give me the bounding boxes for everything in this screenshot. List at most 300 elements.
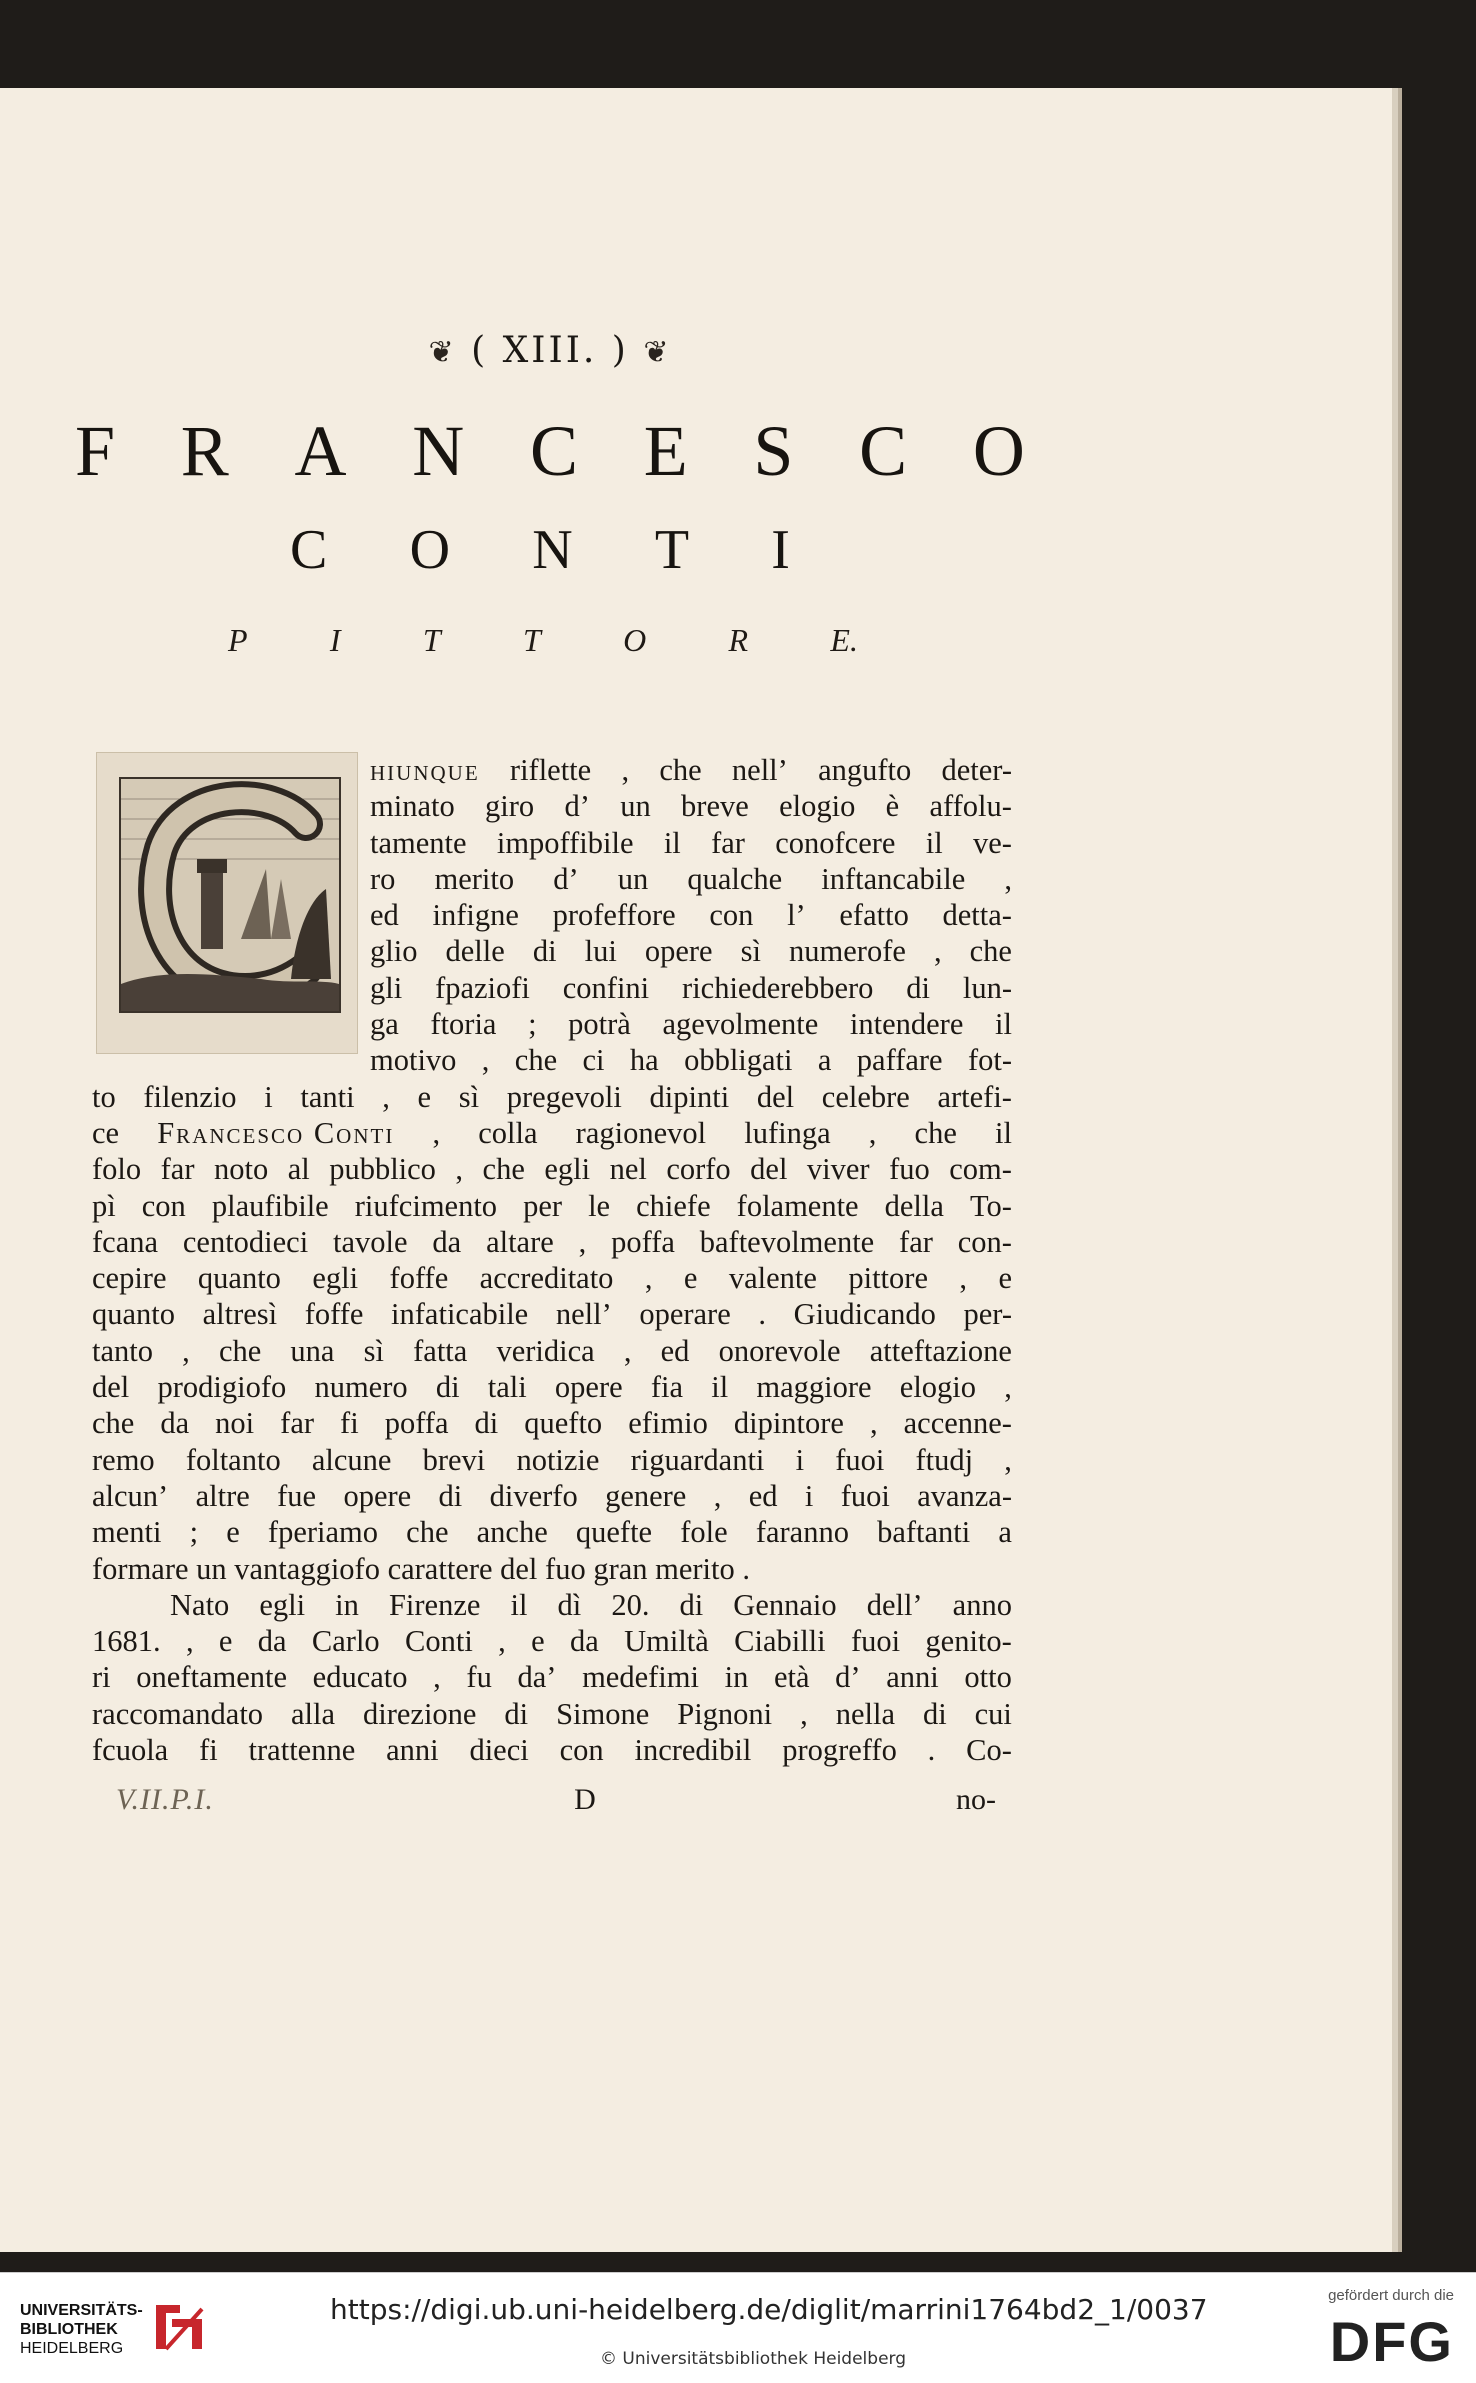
word: inftancabile — [821, 861, 966, 896]
word: un — [620, 789, 651, 824]
title-letter: C — [529, 411, 578, 491]
text-line — [92, 1369, 1012, 1405]
word: fi — [199, 1733, 218, 1768]
word: lun- — [962, 970, 1012, 1005]
word: età — [773, 1660, 810, 1695]
word: infaticabile — [391, 1297, 529, 1332]
title-letter: N — [532, 519, 573, 581]
word: 20. — [611, 1587, 650, 1622]
viewer-footer-bar — [0, 2272, 1476, 2383]
word: breve — [681, 789, 749, 824]
word: e — [417, 1079, 432, 1114]
word: accreditato — [479, 1261, 614, 1296]
word: obbligati — [684, 1043, 793, 1078]
library-logo-icon[interactable] — [152, 2299, 206, 2355]
word: le — [588, 1188, 611, 1223]
word: nell’ — [555, 1297, 612, 1332]
word: far — [160, 1152, 195, 1187]
word: ftoria — [430, 1007, 497, 1042]
word: numerofe — [789, 934, 906, 969]
word: notizie — [516, 1442, 600, 1477]
word: fi — [340, 1406, 359, 1441]
text-line — [370, 752, 1012, 788]
text-line — [92, 1079, 1012, 1115]
word: egli — [259, 1587, 306, 1622]
word: cui — [974, 1696, 1012, 1731]
word: anni — [386, 1733, 439, 1768]
word: Nato — [170, 1587, 230, 1622]
word: atteftazione — [869, 1333, 1012, 1368]
word: riflette — [509, 753, 592, 787]
word: detta- — [942, 898, 1012, 933]
word: raccomandato — [92, 1696, 264, 1731]
word: chiefe — [636, 1188, 711, 1223]
word: otto — [964, 1660, 1012, 1695]
word: To- — [969, 1188, 1012, 1223]
word: poffa — [611, 1224, 675, 1259]
word: delle — [445, 934, 505, 969]
text-line — [370, 1042, 1012, 1078]
word: ; — [189, 1515, 199, 1550]
word: merito — [434, 861, 515, 896]
word: centodieci — [182, 1224, 309, 1259]
text-line: formare un vantaggiofo carattere del fuo gran merito . — [92, 1551, 750, 1586]
word: elogio — [899, 1370, 977, 1405]
word: che — [659, 753, 702, 787]
word: di — [438, 1478, 463, 1513]
word: fpaziofi — [435, 970, 530, 1005]
word: direzione — [362, 1696, 477, 1731]
word: foffe — [389, 1261, 449, 1296]
word: incredibil — [634, 1733, 752, 1768]
word: . — [758, 1297, 766, 1332]
text-line — [370, 970, 1012, 1006]
word: , — [959, 1261, 968, 1296]
dfg-logo[interactable]: DFG — [1329, 2310, 1454, 2373]
word: far — [280, 1406, 315, 1441]
word: altresì — [202, 1297, 278, 1332]
word: dipinti — [649, 1079, 730, 1114]
page-header — [0, 330, 1100, 371]
signature-letter: D — [574, 1783, 596, 1816]
copyright-notice: © Universitätsbibliothek Heidelberg — [600, 2349, 907, 2369]
word: 1681. — [92, 1624, 161, 1659]
word: è — [885, 789, 900, 824]
word: che — [914, 1115, 957, 1150]
word: riufcimento — [354, 1188, 498, 1223]
word: del — [750, 1152, 788, 1187]
word: nell’ — [731, 753, 788, 787]
word: di — [679, 1587, 704, 1622]
title-letter: E — [643, 411, 688, 491]
word: anno — [952, 1587, 1012, 1622]
word: il — [663, 825, 681, 860]
word: onorevole — [718, 1333, 841, 1368]
word: alla — [291, 1696, 336, 1731]
word: avanza- — [917, 1478, 1012, 1513]
word: quefto — [524, 1406, 603, 1441]
word: con- — [957, 1224, 1012, 1259]
word: della — [884, 1188, 944, 1223]
word: fuoi — [840, 1478, 890, 1513]
word: egli — [544, 1152, 591, 1187]
word: ha — [629, 1043, 659, 1078]
word: to — [92, 1079, 116, 1114]
word: baftanti — [877, 1515, 971, 1550]
text-line — [370, 861, 1012, 897]
word: Francesco Conti — [157, 1115, 395, 1150]
word: del — [756, 1079, 795, 1114]
word: gli — [370, 970, 403, 1005]
word: medefimi — [582, 1660, 699, 1695]
word: foffe — [304, 1297, 364, 1332]
word: , — [1004, 1442, 1012, 1477]
text-line — [370, 933, 1012, 969]
word: menti — [92, 1515, 162, 1550]
word: , — [800, 1696, 808, 1731]
word: i — [804, 1478, 814, 1513]
word: fuo — [889, 1152, 930, 1187]
word: fole — [680, 1515, 728, 1550]
word: ed — [660, 1333, 690, 1368]
word: ftudj — [915, 1442, 974, 1477]
word: il — [995, 1115, 1012, 1150]
word: tali — [487, 1370, 527, 1405]
article-body — [92, 752, 1012, 1768]
title-letter: P — [228, 622, 248, 658]
word: di — [474, 1406, 499, 1441]
word: viver — [806, 1152, 870, 1187]
title-letter: S — [753, 411, 794, 491]
word: che — [92, 1406, 135, 1441]
word: motivo — [370, 1043, 457, 1078]
word: ; — [528, 1007, 537, 1042]
word: confini — [562, 970, 650, 1005]
word: fot- — [967, 1043, 1012, 1078]
word: da — [432, 1224, 462, 1259]
word: con — [559, 1733, 604, 1768]
word: il — [510, 1587, 528, 1622]
word: . — [927, 1733, 936, 1768]
word: ed — [370, 898, 399, 933]
word: alcun’ — [92, 1478, 169, 1513]
word: che — [406, 1515, 449, 1550]
word: ro — [370, 861, 396, 896]
word: , — [868, 1115, 877, 1150]
word: ga — [370, 1007, 399, 1042]
word: colla — [478, 1115, 538, 1150]
word: lui — [584, 934, 617, 969]
word: fatta — [413, 1333, 468, 1368]
word: paffare — [856, 1043, 943, 1078]
word: l’ — [787, 898, 806, 933]
word: com- — [949, 1152, 1012, 1187]
word: fia — [650, 1370, 684, 1405]
word: altre — [195, 1478, 250, 1513]
word: pregevoli — [506, 1079, 622, 1114]
word: da — [257, 1624, 287, 1659]
word: oneftamente — [136, 1660, 288, 1695]
word: , — [933, 934, 942, 969]
text-line — [92, 1151, 1012, 1187]
word: egli — [312, 1261, 359, 1296]
text-line — [92, 1442, 1012, 1478]
word: anche — [476, 1515, 548, 1550]
word: hiunque — [370, 753, 480, 787]
word: tavole — [333, 1224, 408, 1259]
word: celebre — [821, 1079, 910, 1114]
word: fue — [277, 1478, 317, 1513]
text-line — [92, 1623, 1012, 1659]
word: operare — [639, 1297, 731, 1332]
word: da — [160, 1406, 190, 1441]
word: un — [617, 861, 649, 896]
title-letter: C — [290, 519, 328, 581]
word: , — [432, 1115, 441, 1150]
word: il — [925, 825, 943, 860]
word: alcune — [311, 1442, 392, 1477]
word: prodigiofo — [157, 1370, 287, 1405]
funder-label: gefördert durch die — [1328, 2287, 1454, 2304]
word: di — [922, 1696, 947, 1731]
page-footer — [116, 1783, 996, 1817]
word: lufinga — [744, 1115, 831, 1150]
word: una — [290, 1333, 335, 1368]
word: opere — [644, 934, 713, 969]
word: faranno — [755, 1515, 849, 1550]
word: deter- — [941, 753, 1012, 787]
word: affolu- — [929, 789, 1012, 824]
word: , — [1004, 1370, 1012, 1405]
text-line — [370, 825, 1012, 861]
word: che — [514, 1043, 558, 1078]
title-letter: C — [859, 411, 908, 491]
word: il — [711, 1370, 729, 1405]
word: in — [335, 1587, 359, 1622]
word: e — [218, 1624, 233, 1659]
word: , — [455, 1152, 464, 1187]
word: ci — [582, 1043, 605, 1078]
word: fuoi — [850, 1624, 901, 1659]
text-line — [92, 1478, 1012, 1514]
word: Conti — [405, 1624, 473, 1659]
word: , — [578, 1224, 587, 1259]
word: dieci — [469, 1733, 529, 1768]
word: da — [569, 1624, 599, 1659]
section-number: ( XIII. ) — [471, 330, 629, 371]
word: opere — [554, 1370, 623, 1405]
word: nel — [609, 1152, 647, 1187]
title-letter: I — [329, 622, 341, 658]
word: di — [906, 970, 930, 1005]
text-line — [92, 1659, 1012, 1695]
word: glio — [370, 934, 418, 969]
word: giro — [485, 789, 535, 824]
word: i — [795, 1442, 805, 1477]
word: , — [433, 1660, 441, 1695]
library-name-line3: HEIDELBERG — [20, 2340, 124, 2357]
word: agevolmente — [662, 1007, 819, 1042]
word: sì — [458, 1079, 480, 1114]
word: e — [226, 1515, 240, 1550]
word: quefte — [575, 1515, 653, 1550]
word: genito- — [925, 1624, 1012, 1659]
word: accenne- — [903, 1406, 1012, 1441]
word: elogio — [779, 789, 856, 824]
word: Umiltà — [624, 1624, 709, 1659]
text-line — [92, 1188, 1012, 1224]
word: maggiore — [756, 1370, 872, 1405]
word: e — [683, 1261, 698, 1296]
word: efimio — [628, 1406, 708, 1441]
word: altare — [486, 1224, 554, 1259]
fleuron-right-icon: ❦ — [643, 335, 672, 370]
word: genere — [605, 1478, 687, 1513]
word: fcuola — [92, 1733, 169, 1768]
word: efatto — [839, 898, 909, 933]
word: e — [998, 1261, 1012, 1296]
word: tanti — [300, 1079, 355, 1114]
word: educato — [312, 1660, 408, 1695]
word: conofcere — [775, 825, 896, 860]
word: far — [711, 825, 745, 860]
word: per — [523, 1188, 563, 1223]
word: d’ — [553, 861, 579, 896]
word: profeffore — [552, 898, 676, 933]
text-line — [92, 1296, 1012, 1332]
word: dì — [557, 1587, 582, 1622]
word: e — [531, 1624, 545, 1659]
title-letter: F — [75, 411, 116, 491]
title-letter: E. — [830, 622, 858, 658]
text-line — [92, 1732, 1012, 1768]
word: corfo — [666, 1152, 731, 1187]
word: opere — [343, 1478, 412, 1513]
title-letter: R — [180, 411, 229, 491]
word: , — [623, 1333, 632, 1368]
word: far — [899, 1224, 933, 1259]
word: numero — [314, 1370, 408, 1405]
text-line — [92, 1405, 1012, 1441]
word: di — [435, 1370, 460, 1405]
catchword: no- — [956, 1783, 996, 1816]
word: Ciabilli — [734, 1624, 826, 1659]
title-letter: A — [294, 411, 347, 491]
word: sì — [363, 1333, 384, 1368]
title-letter: I — [771, 519, 790, 581]
word: qualche — [687, 861, 783, 896]
library-logo-text[interactable] — [20, 2301, 143, 2358]
word: potrà — [568, 1007, 631, 1042]
title-letter: O — [972, 411, 1025, 491]
word: , — [182, 1333, 190, 1368]
text-line — [370, 1006, 1012, 1042]
signature-mark-handwritten: V.II.P.I. — [116, 1783, 214, 1816]
word: il — [994, 1007, 1012, 1042]
word: Giudicando — [793, 1297, 936, 1332]
word: che — [969, 934, 1012, 969]
word: , — [621, 753, 630, 787]
word: ri — [92, 1660, 111, 1695]
word: trattenne — [248, 1733, 356, 1768]
title-letter: R — [728, 622, 749, 658]
word: con — [709, 898, 754, 933]
word: d’ — [835, 1660, 861, 1695]
word: fcana — [92, 1224, 159, 1259]
word: ed — [748, 1478, 778, 1513]
word: di — [504, 1696, 529, 1731]
word: quanto — [92, 1297, 176, 1332]
word: per- — [963, 1297, 1012, 1332]
library-name-line2: BIBLIOTHEK — [20, 2321, 118, 2338]
word: , — [498, 1624, 506, 1659]
word: fu — [466, 1660, 492, 1695]
word: impoffibile — [496, 825, 634, 860]
word: infigne — [432, 898, 519, 933]
word: che — [482, 1152, 525, 1187]
word: cepire — [92, 1261, 167, 1296]
word: folamente — [736, 1188, 859, 1223]
word: riguardanti — [630, 1442, 765, 1477]
word: Simone — [556, 1696, 650, 1731]
word: a — [817, 1043, 832, 1078]
word: intendere — [849, 1007, 964, 1042]
text-line — [92, 1260, 1012, 1296]
text-line — [92, 1514, 1012, 1550]
word: , — [185, 1624, 194, 1659]
word: , — [481, 1043, 490, 1078]
word: foltanto — [185, 1442, 281, 1477]
word: Carlo — [311, 1624, 380, 1659]
word: ragionevol — [575, 1115, 707, 1150]
word: diverfo — [489, 1478, 578, 1513]
word: dell’ — [866, 1587, 923, 1622]
word: sì — [740, 934, 761, 969]
word: a — [998, 1515, 1012, 1550]
word: , — [382, 1079, 390, 1114]
word: angufto — [818, 753, 912, 787]
word: minato — [370, 789, 455, 824]
title-letter: O — [623, 622, 647, 658]
word: Co- — [966, 1733, 1012, 1768]
title-letter: T — [422, 622, 441, 658]
word: Gennaio — [733, 1587, 837, 1622]
word: che — [218, 1333, 262, 1368]
word: tanto — [92, 1333, 153, 1368]
word: dipintore — [733, 1406, 844, 1441]
word: del — [92, 1370, 130, 1405]
word: progreffo — [782, 1733, 897, 1768]
word: i — [264, 1079, 273, 1114]
fleuron-left-icon: ❦ — [428, 335, 457, 370]
title-letter: N — [412, 411, 465, 491]
word: valente — [728, 1261, 817, 1296]
word: con — [141, 1188, 186, 1223]
word: brevi — [422, 1442, 486, 1477]
word: Pignoni — [677, 1696, 773, 1731]
word: veridica — [496, 1333, 595, 1368]
title-name — [75, 410, 1025, 493]
word: ce — [92, 1115, 120, 1150]
word: pittore — [848, 1261, 928, 1296]
word: noto — [213, 1152, 269, 1187]
word: anni — [886, 1660, 939, 1695]
word: in — [724, 1660, 749, 1695]
word: quanto — [197, 1261, 281, 1296]
word: fuoi — [835, 1442, 885, 1477]
text-line — [92, 1224, 1012, 1260]
permalink-url[interactable]: https://digi.ub.uni-heidelberg.de/diglit/marrini1764bd2_1/0037 — [330, 2293, 1208, 2326]
